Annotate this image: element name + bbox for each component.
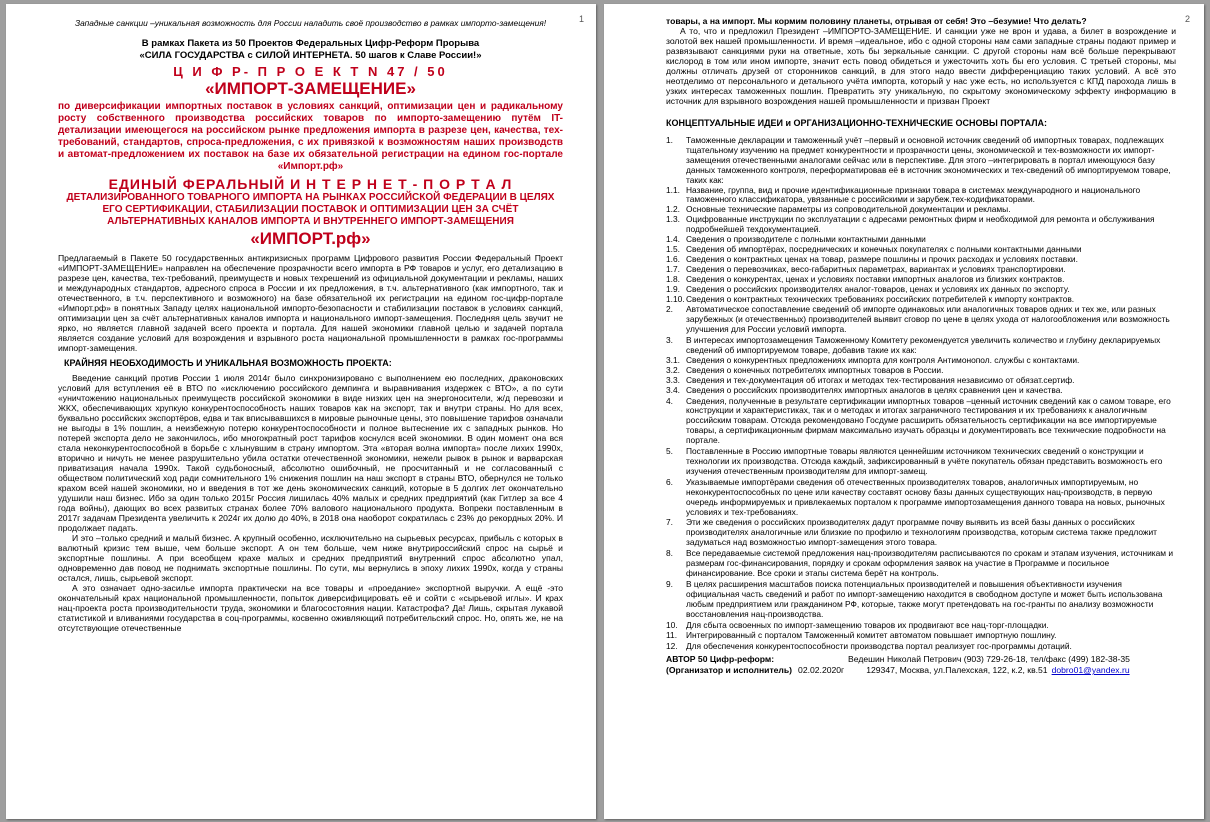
- list-item-number: 1.5.: [666, 243, 680, 254]
- author-info: Ведешин Николай Петрович (903) 729-26-18, тел/факс (499) 182-38-35: [848, 654, 1130, 665]
- list-item-text: Сведения о российских производителях аналог-товаров, ценах и условиях их данных по экспорту.: [686, 283, 1070, 294]
- list-item-number: 1.: [666, 135, 673, 145]
- body-paragraph-3: А это означает одно-засилье импорта практически на все товары и «проедание» экспортной выручки. А ещё -это окончательный крах национальной промышленности, попыток диверсифицировать её и сойти с «сырьевой иглы». И крах нац-проекта роста производительности труда, экономики и благосостояния нации. Катастрофа? Да! Лишь, скрытая лукавой статистикой и вливаниями государства в соц-программы, косвенно оживляющий потребительский спрос. Но, опять же, не на отсутствующие отечественные: [58, 583, 563, 633]
- list-item: [666, 549, 1176, 579]
- list-item-number: 11.: [666, 630, 678, 641]
- author-label: АВТОР 50 Цифр-реформ:: [666, 654, 775, 665]
- list-item: [666, 580, 1176, 620]
- list-item-number: 9.: [666, 578, 673, 589]
- email-link[interactable]: dobro01@yandex.ru: [1051, 665, 1130, 676]
- list-item-text: Сведения о конечных потребителях импортных товаров в России.: [686, 364, 944, 375]
- list-item-number: 2.: [666, 304, 673, 315]
- list-item-text: Все передаваемые системой предложения нац-производителям расписываются по срокам и этапам изучения, источникам и размерам гос-финансирования, порядку и срокам оформления заявок на участие в Программе и посильное финансирование. Все сроки и этапы система берёт на контроль.: [686, 548, 1174, 578]
- body-paragraph-1: Введение санкций против России 1 июля 2014г было синхронизировано с выполнением ею последних, драконовских условий для вступления её в ВТО по «исключению российского демпинга и выравнивания издержек с ВТО», а по сути «уничтожению национальных преимуществ российской экономики в виде низких цен на энергоносители, ж/д перевозки и ЖКХ, обеспечивающих хрупкую конкурентоспособность наших товаров как на экспорт, так и внутри страны. Но для всех, буквально российских экспортёров, едва и так вписывавшихся в мировые рыночные цены, это повышение тарифов означали не выгоды в 1% пошлин, а неизбежную потерю конкурентоспособности и полное вытеснение их с западных рынков. Но потерей экспорта дело не закончилось, ибо многократный рост тарифов коснулся всей экономики. В один момент она вся стала неконкурентоспособной в борьбе с хлынувшим в страну импортом. Эта «вторая волна импорта» после лихих 1990х, вторично и ничуть не менее разрушительно убила остатки отечественной экономики, нежели рывок в рынок и варварская приватизация начала 1990х. Такой судьбоносный, абсолютно ошибочный, не просчитанный и не согласованный с обществом политический ход ради сомнительного 1% снижения пошлин на наш экспорт в страны ВТО, обернулся не только крахом всей нашей экономики, но и введения в тот же день экономических санкций, которые в 5 долгих лет окончательно удушили наш бизнес. Ибо за один только 2015г Россия лишилась 40% малых и средних предприятий (как Гитлер за все 4 года войны), дающих во всех развитых странах более 70% валового национального продукта. Вопреки поставленным в 2017г задачам Президента увеличить к 2024г их долю до 40%, в 2018 она наоборот сократилась с 23% до рекордных 20%. И продолжает падать.: [58, 373, 563, 533]
- list-item-number: 1.7.: [666, 263, 680, 274]
- list-item-text: Название, группа, вид и прочие идентификационные признаки товара в системах международного и национального таможенного классификатора, увязанные с российскими и зарубеж.тех-кодификаторами.: [686, 184, 1141, 205]
- portal-subtitle: ДЕТАЛИЗИРОВАННОГО ТОВАРНОГО ИМПОРТА НА РЫНКАХ РОССИЙСКОЙ ФЕДЕРАЦИИ В ЦЕЛЯХ ЕГО СЕРТИФИКАЦИИ, СТАБИЛИЗАЦИИ ПОСТАВОК И ОПТИМИЗАЦИИ ЦЕН ЗА СЧЁТ АЛЬТЕРНАТИВНЫХ КАНАЛОВ ИМПОРТА И ВНУТРЕННЕГО ИМПОРТ-ЗАМЕЩЕНИЯ: [66, 192, 555, 227]
- list-item: [666, 285, 1176, 295]
- list-item-text: В интересах импортозамещения Таможенному Комитету рекомендуется увеличить количество и глубину декларируемых сведений об импортируемом товаре, добавив такие их как:: [686, 335, 1161, 356]
- page-number: 1: [578, 14, 584, 24]
- list-item-text: Для обеспечения конкурентоспособности производства портал реализует гос-программы дотаций.: [686, 641, 1072, 652]
- list-item-number: 7.: [666, 517, 673, 528]
- list-item-text: Сведения об импортёрах, посреднических и конечных покупателях с полными контактными данными: [686, 243, 1082, 254]
- list-item-number: 1.4.: [666, 234, 680, 245]
- list-item-text: Поставленные в Россию импортные товары являются ценнейшим источником технических сведений о конструкции и технологии их производства. Отсюда каждый, зафиксированный в учёте покупатель обязан представить возможность его изучения отечественным производителям для импорт-замещ.: [686, 446, 1163, 476]
- document-page-2: [604, 4, 1204, 819]
- list-item-number: 1.10.: [666, 293, 685, 304]
- epigraph: Западные санкции –уникальная возможность для России наладить своё производство в рамках импорто-замещения!: [74, 18, 547, 28]
- list-item-text: Указываемые импортёрами сведения об отечественных производителях товаров, аналогичных импортируемым, но неконкурентоспособных по цене или качеству составят основу базы данных существующих нац-производств, в первую очередь информируемых и привлекаемых порталом к программе импортозамещения данного товара на новых, рыночных условиях и тех-требованиях.: [686, 476, 1165, 517]
- body-paragraph-2: И это –только средний и малый бизнес. А крупный особенно, исключительно на сырьевых ресурсах, прибыль с которых в валютный кризис тем выше, чем больше экспорт. А он тем больше, чем ниже внутрироссийский спрос на сырьё и экспортные пошлины. А при всеобщем крахе малых и средних предприятий внутренний спрос абсолютно упал, одновременно дав повод не поднимать экспортные пошлины. По сути, мы вернулись в эпоху лихих 1990х, когда у страны остался, лишь, сырьевой экспорт.: [58, 533, 563, 583]
- list-item-text: Оцифрованные инструкции по эксплуатации с адресами ремонтных фирм и необходимой для ремонта и обслуживания подробнейшей техдокументацией.: [686, 214, 1155, 235]
- list-item: [666, 447, 1176, 477]
- list-item-text: Автоматическое сопоставление сведений об импорте одинаковых или аналогичных товаров одних и тех же, или разных зарубежных (и отечественных) производителей выявит сговор по цене в целях ухода от налогообложения или возможность улучшения для России условий импорта.: [686, 304, 1170, 335]
- project-number: Ц И Ф Р- П Р О Е К Т N 47 / 50: [173, 64, 448, 79]
- list-item-number: 3.1.: [666, 354, 680, 365]
- list-item-text: Сведения, полученные в результате сертификации импортных товаров –ценный источник сведений как о самом товаре, его конструкции и характеристиках, так и о методах и итогах заграничного тестирования и их требованиях к аналогичным российским товарам. Отсюда рекомендовано Госдуме расширить обязательность сертификации на все импортируемые товары, а сертификационным фирмам максимально изучать образцы и документировать все технические подробности на портале.: [686, 395, 1171, 446]
- list-item-number: 12.: [666, 641, 678, 652]
- list-item-number: 8.: [666, 548, 673, 559]
- project-title: «ИМПОРТ-ЗАМЕЩЕНИЕ»: [205, 79, 416, 98]
- intro-paragraph: Предлагаемый в Пакете 50 государственных антикризисных программ Цифрового развития России Федеральный Проект «ИМПОРТ-ЗАМЕЩЕНИЕ» направлен на обеспечение прозрачности всего импорта в РФ товаров и услуг, его детализацию в разрезе цен, качества, тех-требований, преимуществ и новых техрешений из официальной документации и рекламы, наших и международных стандартов, адресного спроса в России и их предложения, в т.ч. альтернативного (как импортного, так и отечественного, в т.ч. перспективного и возможного) на базе обязательной их регистрации на едином гос-цифр-портале «Импорт.рф» в понятных Западу целях национальной импорто-безопасности и стабилизации поставок в условиях санкций, оптимизации цен за счёт альтернативных каналов импорта и национального импорт-замещения. Последняя цель звучит не ярко, но является главной задачей всего проекта и портала. Для нашей экономики главной целью и задачей портала является создание условий для возрождения и взрывного роста национальной промышленности в рамках гос-программы импорт-замещения.: [58, 253, 563, 353]
- body-paragraph-1: А то, что и предложил Президент –ИМПОРТО-ЗАМЕЩЕНИЕ. И санкции уже не врон и удава, а билет в возрождение и золотой век нашей промышленности. И время –идеальное, ибо с одной стороны нам сами западные страны подают пример и развязывают санкциями руки на ответные, хоть бы зеркальные санкции. С другой стороны нам всё больше перекрывают кислород в том или ином импорте, значит есть повод обидеться и ужесточить хоть бы его условия. С третьей стороны, мы должны отличать друзей от сторонников санкций, в для этого надо ввести дифференциацию таких условий. А всё это неотделимо от персонального и детального учёта импорта, который у нас уже есть, но используется с КПД парохода лишь в узких интересах таможенных пошлин. Превратить эту уникальную, по скрытому экономическому эффекту информацию в источник для взрывного возрождения нашей промышленности и призван Проект: [666, 26, 1176, 106]
- list-item: [666, 631, 1176, 641]
- list-item-number: 6.: [666, 476, 673, 487]
- list-item-text: Сведения о конкурентах, ценах и условиях поставки импортных аналогов из близких контрактов.: [686, 273, 1065, 284]
- list-item-number: 10.: [666, 619, 678, 630]
- list-item: [666, 621, 1176, 631]
- list-item-number: 1.8.: [666, 273, 680, 284]
- list-item-text: Сведения о конкурентных предложениях импорта для контроля Антимонопол. службы с контактами.: [686, 354, 1080, 365]
- list-item-text: Сведения о производителе с полными контактными данными: [686, 234, 926, 245]
- list-item: [666, 478, 1176, 518]
- page-1-content: [58, 18, 563, 633]
- list-item-text: Основные технические параметры из сопроводительной документации и рекламы.: [686, 204, 1011, 215]
- list-item: [666, 136, 1176, 186]
- list-item-number: 1.1.: [666, 184, 680, 195]
- concept-list: [666, 136, 1176, 652]
- list-item-number: 1.3.: [666, 214, 680, 225]
- section-title: КОНЦЕПТУАЛЬНЫЕ ИДЕИ и ОРГАНИЗАЦИОННО-ТЕХНИЧЕСКИЕ ОСНОВЫ ПОРТАЛА:: [666, 118, 1048, 128]
- list-item-text: Эти же сведения о российских производителях дадут программе почву выявить из всей базы данных о российских производителях аналогичные или близкие по профилю и технологиям производства, которым система также предложит задуматься над возможностью импорт-замещения этого товара.: [686, 517, 1158, 548]
- section-title: КРАЙНЯЯ НЕОБХОДИМОСТЬ И УНИКАЛЬНАЯ ВОЗМОЖНОСТЬ ПРОЕКТА:: [64, 358, 392, 368]
- list-item-text: Сведения о перевозчиках, весо-габаритных параметрах, вариантах и условиях транспортировки.: [686, 263, 1066, 274]
- list-item-number: 5.: [666, 446, 673, 457]
- list-item-number: 3.4.: [666, 384, 680, 395]
- list-item: [666, 386, 1176, 396]
- list-item-text: Интегрированный с порталом Таможенный комитет автоматом повышает импортную пошлину.: [686, 630, 1057, 641]
- list-item-number: 3.3.: [666, 374, 680, 385]
- list-item-text: В целях расширения масштабов поиска потенциальных производителей и повышения объективности изучения официальная часть сведений и работ по импорт-замещению находится в свободном доступе и может быть использована любым предприятием или гражданином РФ, которые, также могут претендовать на гос-гранты по анализу возможности восстановления нац-производства.: [686, 578, 1163, 619]
- list-item-text: Сведения о контрактных ценах на товар, размере пошлины и прочих расходах и условиях поставки.: [686, 253, 1078, 264]
- list-item-text: Сведения о контрактных технических требованиях российских потребителей к импорту контрактов.: [686, 293, 1075, 304]
- author-address: 129347, Москва, ул.Палехская, 122, к.2, кв.51: [866, 665, 1048, 676]
- signature-block: [666, 654, 1176, 676]
- list-item: [666, 305, 1176, 335]
- list-item-text: Сведения о российских производителях импортных аналогов в целях сравнения цен и качества.: [686, 384, 1063, 395]
- list-item: [666, 215, 1176, 235]
- list-item-number: 1.6.: [666, 253, 680, 264]
- list-item-text: Таможенные декларации и таможенный учёт –первый и основной источник сведений об импортных товарах, подлежащих тщательному изучению на предмет конкурентности и прозрачности цены, экономической и тех-возможности их импорт-замещения отечественными аналогами сейчас или в перспективе. Для этого –интегрировать в портал имеющуюся базу данных таможенного контроля, переформатировав её в источник экономических и тех-сведений об импортируемом товаре, таких как:: [686, 135, 1171, 185]
- portal-title: ЕДИНЫЙ ФЕРАЛЬНЫЙ И Н Т Е Р Н Е Т - П О Р Т А Л: [108, 176, 513, 192]
- list-item: [666, 336, 1176, 356]
- document-page-1: [6, 4, 596, 819]
- list-item-text: Для сбыта освоенных по импорт-замещению товаров их продвигают все нац-торг-площадки.: [686, 619, 1049, 630]
- list-item-number: 1.9.: [666, 283, 680, 294]
- list-item: [666, 295, 1176, 305]
- list-item: [666, 397, 1176, 447]
- page-number: 2: [1184, 14, 1190, 24]
- header-line-1: В рамках Пакета из 50 Проектов Федеральных Цифр-Реформ Прорыва: [141, 38, 480, 49]
- list-item-number: 1.2.: [666, 204, 680, 215]
- list-item-number: 3.: [666, 335, 673, 346]
- list-item-number: 3.2.: [666, 364, 680, 375]
- page-2-content: [666, 16, 1176, 676]
- header-line-2: «СИЛА ГОСУДАРСТВА с СИЛОЙ ИНТЕРНЕТА. 50 шагов к Славе России!»: [139, 50, 482, 61]
- role-label: (Организатор и исполнитель): [666, 665, 793, 676]
- project-description: по диверсификации импортных поставок в условиях санкций, оптимизации цен и радикальному росту собственного производства российских товаров по импорто-замещению путём IT-детализации имеющегося на российском рынке предложения импорта в разрезе цен, качества, тех-требований, стандартов, спроса-предложения, с их привязкой к возможностям наших производств и автомат-предложением их поставок на базе их обязательной регистрации на едином гос-портале «Импорт.рф»: [58, 101, 563, 172]
- list-item-number: 4.: [666, 395, 673, 406]
- intro-continuation: товары, а на импорт. Мы кормим половину планеты, отрывая от себя! Это –безумие! Что делать?: [666, 16, 1087, 26]
- list-item: [666, 518, 1176, 548]
- portal-name: «ИМПОРТ.рф»: [250, 229, 371, 248]
- list-item: [666, 642, 1176, 652]
- signature-date: 02.02.2020г: [798, 665, 845, 676]
- list-item: [666, 186, 1176, 206]
- list-item-text: Сведения и тех-документация об итогах и методах тех-тестирования независимо от обязат.сертиф.: [686, 374, 1075, 385]
